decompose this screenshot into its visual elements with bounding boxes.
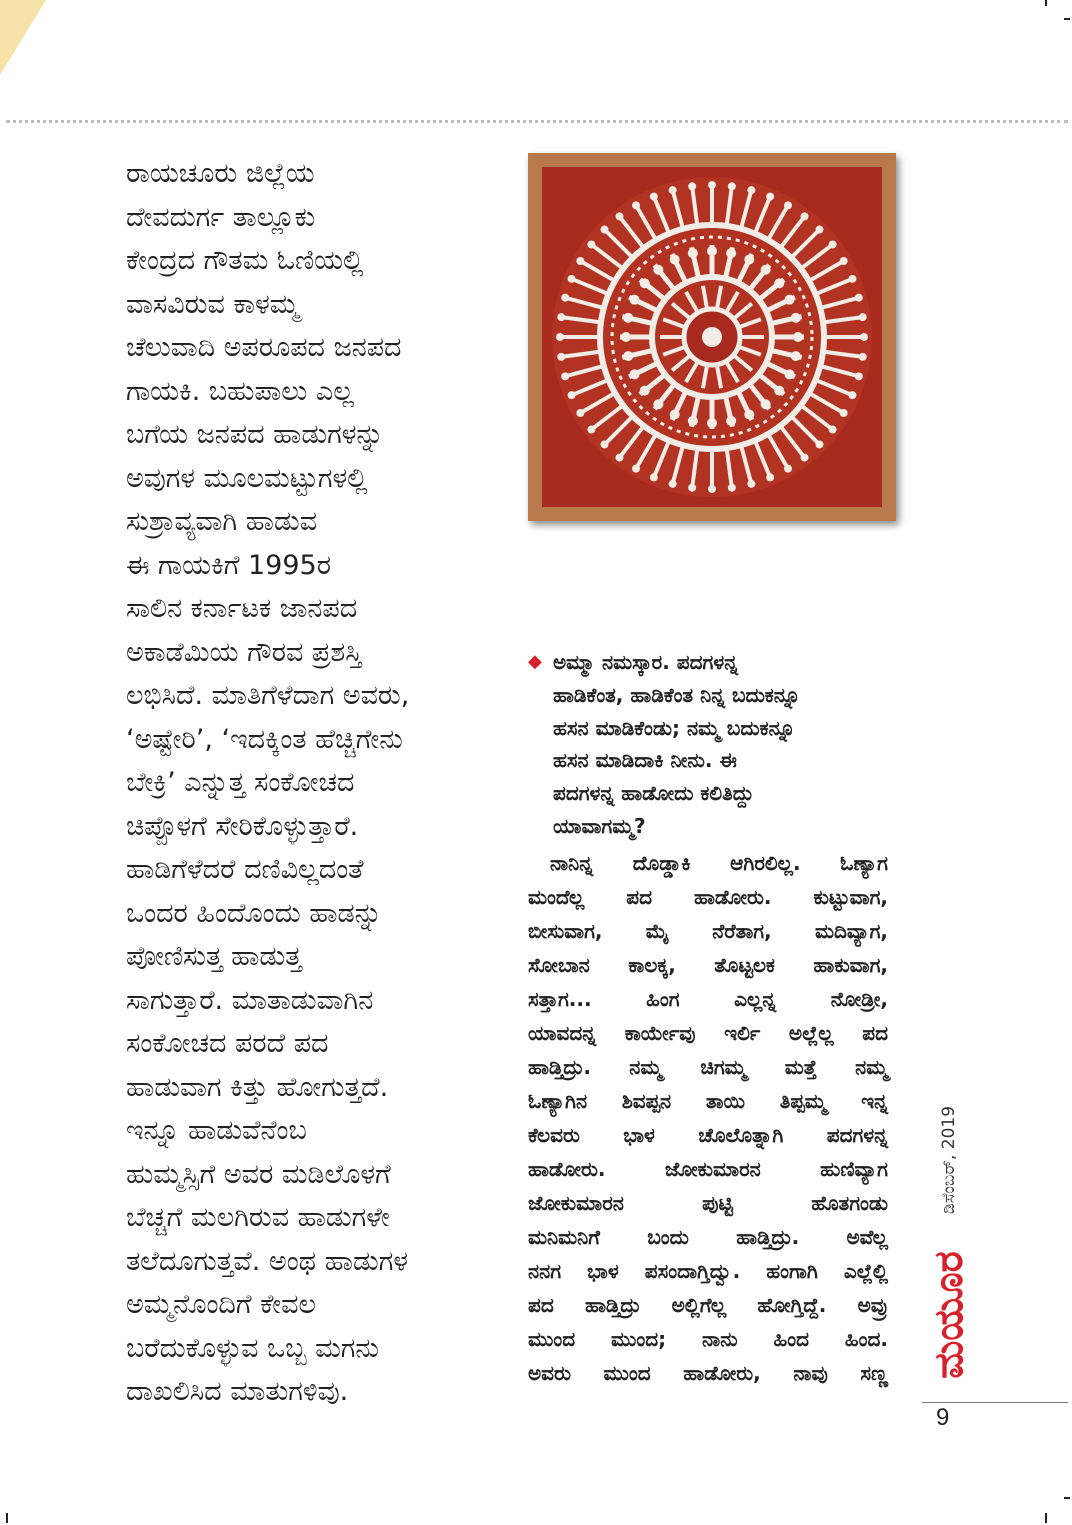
figure-head (784, 295, 794, 305)
text-line: ಸಾಲಿನ ಕರ್ನಾಟಕ ಜಾನಪದ (126, 593, 358, 624)
figure-head (640, 278, 650, 288)
figure-head (791, 313, 801, 323)
spoke-tip (669, 186, 677, 194)
figure-head (791, 351, 801, 361)
text-line: ಬೀಸುವಾಗ, ಮೈ ನೆರೆತಾಗ, ಮದಿವ್ಯಾಗ, (528, 919, 888, 943)
text-line: ರಾಯಚೂರು ಜಿಲ್ಲೆಯ (126, 158, 315, 189)
crop-mark (1045, 0, 1047, 6)
magazine-logo-text: ಮಯೂರ (926, 1251, 972, 1379)
spoke-tip (632, 201, 640, 209)
figure-head (784, 369, 794, 379)
text-line: ಚಿಪ್ಪೊಳಗೆ ಸೇರಿಕೊಳ್ಳುತ್ತಾರೆ. (126, 810, 359, 842)
text-line: ಹಸನ ಮಾಡಿದಾಕಿ ನೀನು. ಈ (553, 748, 737, 773)
spoke-tip (557, 353, 565, 361)
text-line: ಹುಮ್ಮಸ್ಸಿಗೆ ಅವರ ಮಡಿಲೊಳಗೆ (126, 1158, 391, 1190)
figure-head (630, 295, 640, 305)
text-line: ಅಮ್ಮಾ ನಮಸ್ಕಾರ. ಪದಗಳನ್ನ (553, 650, 739, 674)
spoke-tip (587, 240, 595, 248)
crop-mark (6, 1513, 8, 1523)
text-line: ಅವುಗಳ ಮೂಲಮಟ್ಟುಗಳಲ್ಲಿ (126, 462, 368, 494)
spoke-tip (784, 201, 792, 209)
text-line: ಸಾಗುತ್ತಾರೆ. ಮಾತಾಡುವಾಗಿನ (126, 984, 374, 1016)
figure-head (623, 351, 633, 361)
spoke-tip (708, 181, 716, 189)
text-line: ಅವರು ಮುಂದ ಹಾಡೋರು, ನಾವು ಸಣ್ಣ (528, 1361, 888, 1385)
spoke-tip (576, 409, 584, 417)
figure-head (688, 248, 698, 258)
spoke-tip (815, 440, 823, 448)
interview-answer (528, 846, 888, 1390)
spoke-tip (568, 391, 576, 399)
text-line: ಹಸನ ಮಾಡಿಕೆಂಡು; ನಮ್ಮ ಬದುಕನ್ನೂ (553, 715, 796, 740)
figure-head (688, 416, 698, 426)
issue-date-text: ಡಿಸೆಂಬರ್, 2019 (939, 1105, 959, 1215)
text-line: ಹಾಡಿಕೆಂತ, ಹಾಡಿಕೆಂತ ನಿನ್ನ ಬದುಕನ್ನೂ (553, 682, 801, 707)
crop-mark (1045, 1513, 1047, 1523)
spoke-tip (728, 484, 736, 492)
spoke-tip (615, 212, 623, 220)
spoke-tip (556, 333, 564, 341)
spoke-tip (784, 465, 792, 473)
figure-head (761, 399, 771, 409)
spoke-tip (557, 313, 565, 321)
figure-head (670, 409, 680, 419)
text-line: ಯಾವಾಗಮ್ಮ? (553, 813, 646, 838)
spoke-tip (840, 257, 848, 265)
text-line: ವಾಸವಿರುವ ಕಾಳಮ್ಮ (126, 288, 300, 320)
text-line: ಈ ಗಾಯಕಿಗೆ 1995ರ (126, 549, 331, 581)
figure-head (670, 255, 680, 265)
text-line: ಒಂದರ ಹಿಂದೊಂದು ಹಾಡನ್ನು (126, 897, 382, 929)
intro-paragraph (126, 152, 486, 1414)
spoke-tip (615, 454, 623, 462)
spoke-tip (601, 226, 609, 234)
text-line: ಬರೆದುಕೊಳ್ಳುವ ಒಬ್ಬ ಮಗನು (126, 1332, 379, 1364)
figure-head (744, 409, 754, 419)
text-line: ಇನ್ನೂ ಹಾಡುವೆನೆಂಬ (126, 1115, 307, 1146)
mandala-painting (542, 167, 882, 507)
spoke-tip (747, 480, 755, 488)
issue-date (937, 1090, 961, 1230)
spoke-tip (766, 193, 774, 201)
spoke-tip (650, 473, 658, 481)
spoke-tip (688, 182, 696, 190)
mandala-artwork (528, 153, 896, 521)
corner-decoration (0, 0, 46, 75)
text-line: ಹಾಡಿಗೆಳೆದರೆ ದಣಿವಿಲ್ಲದಂತೆ (126, 854, 364, 885)
spoke-tip (688, 484, 696, 492)
figure-head (774, 386, 784, 396)
spoke-tip (829, 240, 837, 248)
figure-head (653, 399, 663, 409)
spoke-tip (669, 480, 677, 488)
text-line: ಸುಶ್ರಾವ್ಯವಾಗಿ ಹಾಡುವ (126, 506, 318, 537)
figure-head (774, 278, 784, 288)
figure-head (640, 386, 650, 396)
figure-head (726, 248, 736, 258)
text-line: ಹಾಡೋರು. ಜೋಕುಮಾರನ ಹುಣಿವ್ಯಾಗ (528, 1157, 888, 1181)
crop-mark (1064, 18, 1070, 20)
text-line: ಹಾಡ್ತಿದ್ರು. ನಮ್ಮ ಚಿಗಮ್ಮ ಮತ್ತೆ ನಮ್ಮ (528, 1055, 888, 1079)
spoke-tip (576, 257, 584, 265)
magazine-logo (926, 1245, 972, 1385)
answer-text (528, 846, 888, 1390)
spoke-tip (561, 372, 569, 380)
text-line: ಹಾಡುವಾಗ ಕಿತ್ತು ಹೋಗುತ್ತದೆ. (126, 1071, 389, 1103)
text-line: ಗಾಯಕಿ. ಬಹುಪಾಲು ಎಲ್ಲ (126, 375, 354, 407)
text-line: ನನಗ ಭಾಳ ಪಸಂದಾಗ್ತಿದ್ವು. ಹಂಗಾಗಿ ಎಲ್ಲೆಲ್ಲಿ (528, 1259, 888, 1283)
figure-head (630, 369, 640, 379)
spoke-tip (561, 294, 569, 302)
spoke-tip (840, 409, 848, 417)
text-line: ಯಾವದನ್ನ ಕಾರ್ಯೇವು ಇರ್ಲಿ ಅಲ್ಲೆಲ್ಲ ಪದ (528, 1021, 888, 1045)
figure-head (744, 255, 754, 265)
text-line: ಕೆಲವರು ಭಾಳ ಚೊಲೊತ್ನಾಗಿ ಪದಗಳನ್ನ (528, 1123, 888, 1147)
spoke-tip (848, 275, 856, 283)
spoke-tip (601, 440, 609, 448)
header-dotted-rule (6, 120, 1068, 123)
spoke-tip (815, 226, 823, 234)
spoke-tip (650, 193, 658, 201)
figure-head (707, 418, 717, 428)
text-line: ಸತ್ತಾಗ... ಹಿಂಗ ಎಲ್ಲನ್ನ ನೋಡ್ರೀ, (528, 987, 888, 1011)
page-number: 9 (936, 1404, 950, 1431)
spoke-tip (829, 426, 837, 434)
spoke-tip (747, 186, 755, 194)
spoke-tip (568, 275, 576, 283)
spoke-tip (801, 212, 809, 220)
question-text (528, 646, 898, 843)
spoke-tip (632, 465, 640, 473)
figure-head (707, 246, 717, 256)
spoke-tip (801, 454, 809, 462)
figure-head (653, 265, 663, 275)
text-line: ಪದಗಳನ್ನ ಹಾಡೋದು ಕಲಿತಿದ್ದು (553, 781, 754, 806)
spoke-tip (859, 353, 867, 361)
text-line: ಬೇಕ್ರಿ’ ಎನ್ನುತ್ತ ಸಂಕೋಚದ (126, 767, 355, 798)
text-line: ಅಮ್ಮನೊಂದಿಗೆ ಕೇವಲ (126, 1289, 316, 1320)
diamond-bullet-icon: ◆ (528, 651, 542, 672)
spoke-tip (766, 473, 774, 481)
figure-head (726, 416, 736, 426)
figure-head (621, 332, 631, 342)
text-line: ಜೋಕುಮಾರನ ಪುಟ್ಟಿ ಹೊತಗಂಡು (528, 1191, 888, 1215)
text-line: ಕೇಂದ್ರದ ಗೌತಮ ಓಣಿಯಲ್ಲಿ (126, 245, 364, 276)
spoke-tip (728, 182, 736, 190)
text-line: ಬೆಚ್ಚಗೆ ಮಲಗಿರುವ ಹಾಡುಗಳೇ (126, 1202, 390, 1233)
text-line: ಮುಂದ ಮುಂದ; ನಾನು ಹಿಂದ ಹಿಂದ. (528, 1327, 888, 1351)
figure-head (761, 265, 771, 275)
center-motif (702, 327, 722, 347)
text-line: ‘ಅಷ್ಟೇರಿ’, ‘ಇದಕ್ಕಿಂತ ಹೆಚ್ಚಿಗೇನು (126, 723, 403, 755)
intro-text-column (126, 152, 486, 1414)
spoke-tip (855, 372, 863, 380)
spoke-tip (855, 294, 863, 302)
text-line: ಮಂದೆಲ್ಲ ಪದ ಹಾಡೋರು. ಕುಟ್ಟುವಾಗ, (528, 885, 888, 909)
figure-head (623, 313, 633, 323)
text-line: ದೇವದುರ್ಗ ತಾಲ್ಲೂಕು (126, 201, 316, 233)
text-line: ಬಗೆಯ ಜನಪದ ಹಾಡುಗಳನ್ನು (126, 419, 384, 450)
spoke-tip (587, 426, 595, 434)
figure-head (793, 332, 803, 342)
text-line: ದಾಖಲಿಸಿದ ಮಾತುಗಳಿವು. (126, 1376, 349, 1407)
footer-rule (922, 1402, 1068, 1403)
text-line: ಪೋಣಿಸುತ್ತ ಹಾಡುತ್ತ (126, 941, 302, 972)
text-line: ಸೋಬಾನ ಕಾಲಕ್ಕ, ತೊಟ್ಟಲಕ ಹಾಕುವಾಗ, (528, 953, 888, 977)
text-line: ಪದ ಹಾಡ್ತಿದ್ರು ಅಲ್ಲಿಗೆಲ್ಲ ಹೋಗ್ತಿದ್ದೆ. ಅವ್ರು (528, 1293, 888, 1317)
text-line: ಸಂಕೋಚದ ಪರದೆ ಪದ (126, 1028, 329, 1059)
spoke-tip (708, 485, 716, 493)
crop-mark (1064, 1497, 1070, 1499)
text-line: ಅಕಾಡೆಮಿಯ ಗೌರವ ಪ್ರಶಸ್ತಿ (126, 636, 362, 668)
text-line: ತಲೆದೂಗುತ್ತವೆ. ಅಂಥ ಹಾಡುಗಳ (126, 1245, 409, 1277)
spoke-tip (848, 391, 856, 399)
text-line: ಲಭಿಸಿದೆ. ಮಾತಿಗೆಳೆದಾಗ ಅವರು, (126, 680, 410, 711)
spoke-tip (859, 313, 867, 321)
spoke-tip (860, 333, 868, 341)
text-line: ಚೆಲುವಾದಿ ಅಪರೂಪದ ಜನಪದ (126, 332, 402, 363)
interview-question (528, 646, 898, 843)
text-line: ನಾನಿನ್ನ ದೊಡ್ಡಾಕಿ ಆಗಿರಲಿಲ್ಲ. ಓಣ್ಯಾಗ (550, 851, 888, 875)
text-line: ಮನಿಮನಿಗೆ ಬಂದು ಹಾಡ್ತಿದ್ರು. ಅವೆಲ್ಲ (528, 1225, 888, 1249)
text-line: ಓಣ್ಯಾಗಿನ ಶಿವಪ್ಪನ ತಾಯಿ ತಿಪ್ಪಮ್ಮ ಇನ್ನ (528, 1089, 888, 1113)
